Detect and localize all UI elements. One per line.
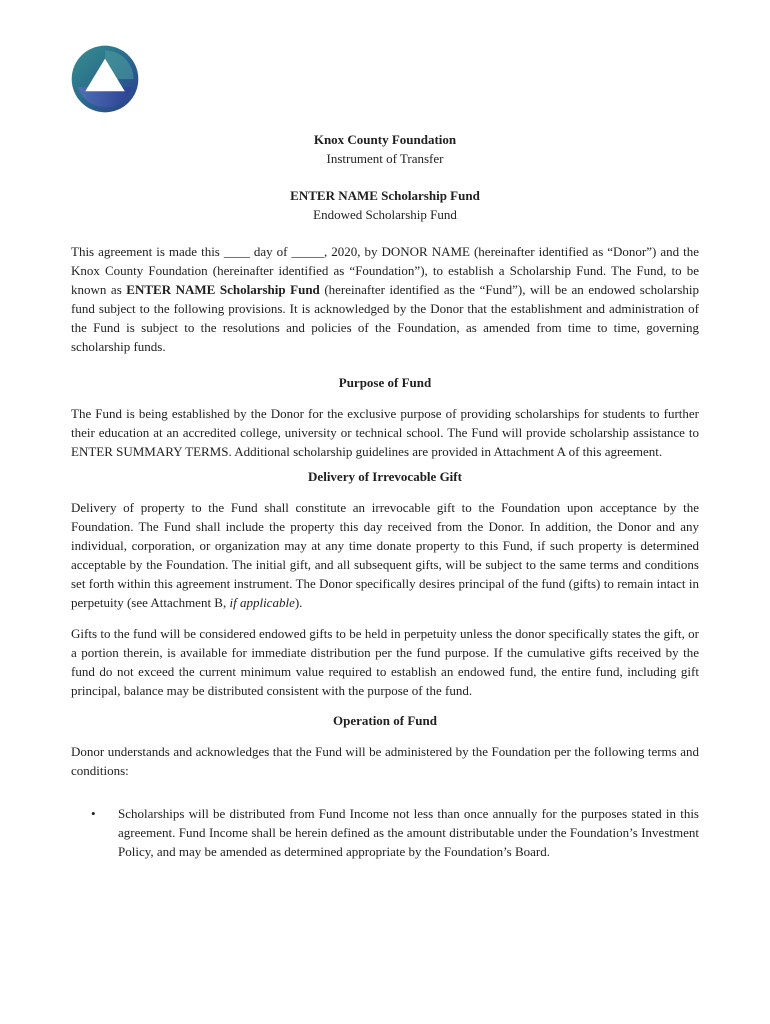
fund-name: ENTER NAME Scholarship Fund [290, 188, 480, 203]
delivery-heading: Delivery of Irrevocable Gift [308, 469, 462, 484]
document-body [71, 130, 699, 861]
operation-intro: Donor understands and acknowledges that the Fund will be administered by the Foundation per the following terms and conditions: [71, 744, 699, 778]
delivery-paragraph-1: Delivery of property to the Fund shall constitute an irrevocable gift to the Foundation upon acceptance by the Foundation. The Fund shall include the property this day received from the Donor. In addition, the Donor and any individual, corporation, or organization may at any time donate property to this Fund, if such property is determined acceptable by the Foundation. The initial gift, and all subsequent gifts, will be subject to the same terms and conditions set forth within this agreement instrument. The Donor specifically desires principal of the fund (gifts) to remain intact in perpetuity (see Attachment B, if applicable). [71, 500, 699, 610]
operation-heading: Operation of Fund [332, 713, 437, 728]
operation-terms-list [71, 804, 699, 861]
document-type: Instrument of Transfer [326, 151, 444, 166]
purpose-paragraph: The Fund is being established by the Donor for the exclusive purpose of providing scholarships for students to further their education at an accredited college, university or technical school. The Fund will provide scholarship assistance to ENTER SUMMARY TERMS. Additional scholarship guidelines are provided in Attachment A of this agreement. [71, 406, 699, 459]
organization-name: Knox County Foundation [313, 132, 457, 147]
intro-paragraph: This agreement is made this ____ day of _____, 2020, by DONOR NAME (hereinafter identified as “Donor”) and the Knox County Foundation (hereinafter identified as “Foundation”), to establish a Scholarship Fund. The Fund, to be known as ENTER NAME Scholarship Fund (hereinafter identified as the “Fund”), will be an endowed scholarship fund subject to the following provisions. It is acknowledged by the Donor that the establishment and administration of the Fund is subject to the resolutions and policies of the Foundation, as amended from time to time, governing scholarship funds. [71, 244, 700, 354]
foundation-logo-icon [71, 45, 139, 113]
purpose-heading: Purpose of Fund [338, 375, 432, 390]
fund-type: Endowed Scholarship Fund [313, 207, 457, 222]
list-item: • Scholarships will be distributed from Fund Income not less than once annually for the purposes stated in this agreement. Fund Income shall be herein defined as the amount distributable under the Foundation’s Investment Policy, and may be amended as determined appropriate by the Foundation’s Board. [91, 806, 699, 859]
bullet-icon: • [91, 806, 96, 821]
delivery-paragraph-2: Gifts to the fund will be considered endowed gifts to be held in perpetuity unless the donor specifically states the gift, or a portion therein, is available for immediate distribution per the fund purpose. If the cumulative gifts received by the fund do not exceed the current minimum value required to establish an endowed fund, the entire fund, including gift principal, balance may be distributed consistent with the purpose of the fund. [71, 626, 699, 698]
